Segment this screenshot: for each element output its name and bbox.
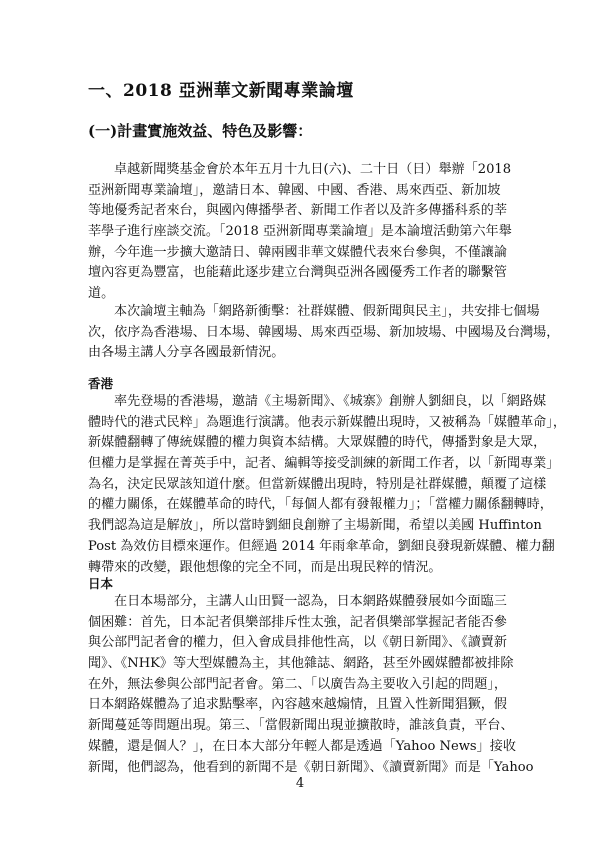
hongkong-paragraph xyxy=(88,392,566,578)
page-number: 4 xyxy=(295,776,305,791)
paragraph-line: 但權力是掌握在菁英手中，記者、編輯等接受訓練的新聞工作者，以「新聞專業」 xyxy=(88,456,560,472)
japan-paragraph xyxy=(88,592,534,778)
paragraph-line: 次，依序為香港場、日本場、韓國場、馬來西亞場、新加坡場、中國場及台灣場， xyxy=(88,324,560,340)
paragraph-line: Post 為效仿目標來運作。但經過 2014 年雨傘革命，劉細良發現新媒體、權力翻 xyxy=(88,538,555,554)
paragraph-line: 卓越新聞獎基金會於本年五月十九日(六)、二十日（日）舉辦「2018 xyxy=(114,162,512,177)
section-heading: 一、2018 亞洲華文新聞專業論壇 xyxy=(88,81,354,101)
paragraph-line: 由各場主講人分享各國最新情況。 xyxy=(88,345,285,361)
forum-theme-paragraph xyxy=(88,302,560,364)
paragraph-line: 為名，決定民眾該知道什麼。但當新媒體出現時，特別是社群媒體，顛覆了這樣 xyxy=(88,476,547,492)
intro-paragraph xyxy=(88,160,516,305)
paragraph-line: 道。 xyxy=(88,286,115,302)
paragraph-line: 壇內容更為豐富，也能藉此逐步建立台灣與亞洲各國優秀工作者的聯繫管 xyxy=(88,265,507,281)
paragraph-line: 率先登場的香港場，邀請《主場新聞》、《城寨》創辦人劉細良，以「網路媒 xyxy=(114,394,547,409)
paragraph-line: 亞洲新聞專業論壇」，邀請日本、韓國、中國、香港、馬來西亞、新加坡 xyxy=(88,182,501,198)
section-title-japan: 日本 xyxy=(88,576,114,591)
paragraph-line: 與公部門記者會的權力，但入會成員排他性高，以《朝日新聞》、《讀賣新 xyxy=(88,635,507,651)
paragraph-line: 新聞蔓延等問題出現。第三、「當假新聞出現並擴散時，誰該負責，平台、 xyxy=(88,718,514,734)
paragraph-line: 媒體，還是個人？」，在日本大部分年輕人都是透過「Yahoo News」接收 xyxy=(88,738,516,754)
paragraph-line: 日本網路媒體為了追求點擊率，內容越來越煽情，且置入性新聞猖獗，假 xyxy=(88,697,507,713)
subsection-heading: (一)計畫實施效益、特色及影響： xyxy=(88,122,313,140)
paragraph-line: 在外，無法參與公部門記者會。第二、「以廣告為主要收入引起的問題」， xyxy=(88,676,507,692)
paragraph-line: 體時代的港式民粹」為題進行演講。他表示新媒體出現時，又被稱為「媒體革命」， xyxy=(88,414,566,430)
paragraph-line: 新媒體翻轉了傳統媒體的權力與資本結構。大眾媒體的時代，傳播對象是大眾， xyxy=(88,435,547,451)
paragraph-line: 聞》、《NHK》等大型媒體為主，其他雜誌、網路，甚至外國媒體都被排除 xyxy=(88,656,514,672)
section-title-hongkong: 香港 xyxy=(88,376,114,391)
paragraph-line: 辦，今年進一步擴大邀請日、韓兩國非華文媒體代表來台參與，不僅讓論 xyxy=(88,244,507,260)
paragraph-line: 本次論壇主軸為「網路新衝擊：社群媒體、假新聞與民主」，共安排七個場 xyxy=(114,304,540,319)
paragraph-line: 我們認為這是解放」，所以當時劉細良創辦了主場新聞，希望以美國 Huffinton xyxy=(88,518,542,534)
paragraph-line: 的權力關係，在媒體革命的時代，「每個人都有發報權力」；「當權力關係翻轉時， xyxy=(88,497,553,513)
paragraph-line: 個困難：首先，日本記者俱樂部排斥性太強，記者俱樂部掌握記者能否參 xyxy=(88,614,507,630)
paragraph-line: 新聞，他們認為，他看到的新聞不是《朝日新聞》、《讀賣新聞》而是「Yahoo xyxy=(88,759,534,775)
paragraph-line: 轉帶來的改變，跟他想像的完全不同，而是出現民粹的情況。 xyxy=(88,559,442,575)
paragraph-line: 等地優秀記者來台，與國內傳播學者、新聞工作者以及許多傳播科系的莘 xyxy=(88,203,507,219)
paragraph-line: 在日本場部分，主講人山田賢一認為，日本網路媒體發展如今面臨三 xyxy=(114,594,507,609)
paragraph-line: 莘學子進行座談交流。「2018 亞洲新聞專業論壇」是本論壇活動第六年舉 xyxy=(88,224,512,240)
